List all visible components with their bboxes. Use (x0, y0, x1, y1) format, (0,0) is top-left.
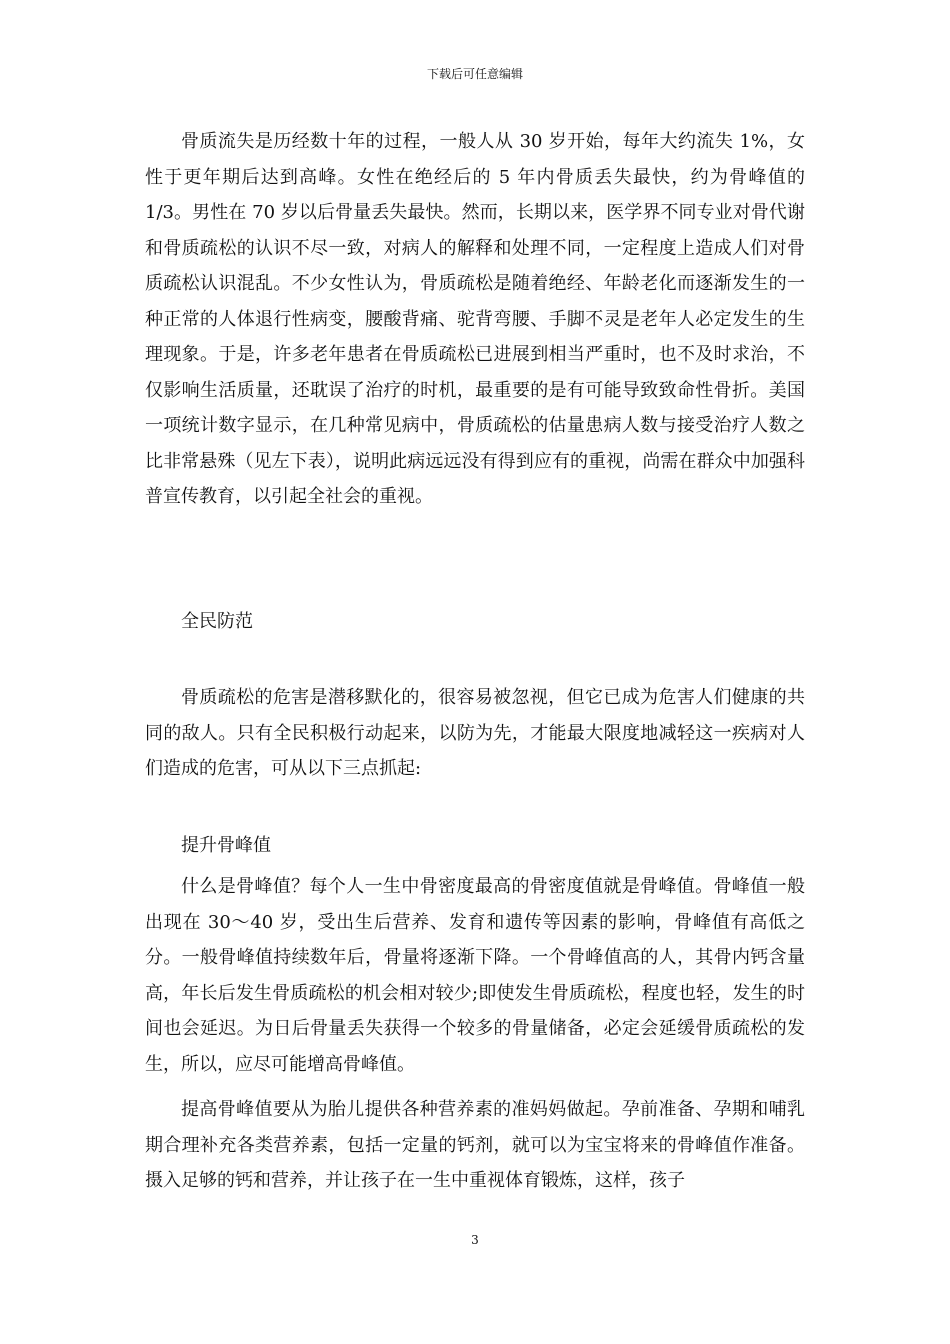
paragraph-bone-loss: 骨质流失是历经数十年的过程，一般人从 30 岁开始，每年大约流失 1%，女性于更年期后达到高峰。女性在绝经后的 5 年内骨质丢失最快，约为骨峰值的 1/3。男性在 70 岁以后骨量丢失最快。然而，长期以来，医学界不同专业对骨代谢和骨质疏松的认识不尽一致，对病人的解释和处理不同，一定程度上造成人们对骨质疏松认识混乱。不少女性认为，骨质疏松是随着绝经、年龄老化而逐渐发生的一种正常的人体退行性病变，腰酸背痛、驼背弯腰、手脚不灵是老年人必定发生的生理现象。于是，许多老年患者在骨质疏松已进展到相当严重时，也不及时求治，不仅影响生活质量，还耽误了治疗的时机，最重要的是有可能导致致命性骨折。美国一项统计数字显示，在几种常见病中，骨质疏松的估量患病人数与接受治疗人数之比非常悬殊（见左下表），说明此病远远没有得到应有的重视，尚需在群众中加强科普宣传教育，以引起全社会的重视。 (145, 131, 805, 507)
page-number: 3 (471, 1233, 479, 1247)
paragraph-peak-bone-mass: 什么是骨峰值？每个人一生中骨密度最高的骨密度值就是骨峰值。骨峰值一般出现在 30～40 岁，受出生后营养、发育和遗传等因素的影响，骨峰值有高低之分。一般骨峰值持续数年后，骨量将逐渐下降。一个骨峰值高的人，其骨内钙含量高，年长后发生骨质疏松的机会相对较少;即使发生骨质疏松，程度也轻，发生的时间也会延迟。为日后骨量丢失获得一个较多的骨量储备，必定会延缓骨质疏松的发生，所以，应尽可能增高骨峰值。 (145, 876, 805, 1075)
section-heading-prevention: 全民防范 (181, 611, 253, 632)
subheading-peak-bone-mass: 提升骨峰值 (181, 835, 271, 856)
page-header: 下载后可任意编辑 (426, 67, 523, 81)
paragraph-raise-peak: 提高骨峰值要从为胎儿提供各种营养素的准妈妈做起。孕前准备、孕期和哺乳期合理补充各类营养素，包括一定量的钙剂，就可以为宝宝将来的骨峰值作准备。摄入足够的钙和营养，并让孩子在一生中重视体育锻炼，这样，孩子 (145, 1099, 805, 1191)
paragraph-prevention-intro: 骨质疏松的危害是潜移默化的，很容易被忽视，但它已成为危害人们健康的共同的敌人。只有全民积极行动起来，以防为先，才能最大限度地减轻这一疾病对人们造成的危害，可从以下三点抓起: (145, 687, 805, 779)
